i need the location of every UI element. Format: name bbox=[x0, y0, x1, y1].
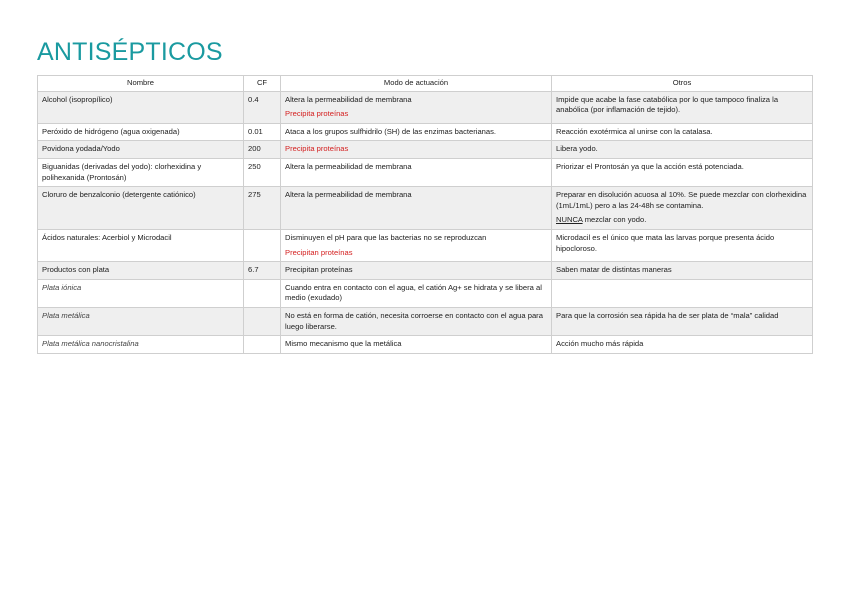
cell-modo: Mismo mecanismo que la metálica bbox=[281, 336, 552, 354]
modo-text: Disminuyen el pH para que las bacterias no se reproduzcan bbox=[285, 232, 487, 242]
table-row bbox=[38, 307, 813, 335]
otros-underlined-text: NUNCA bbox=[556, 215, 583, 225]
cell-otros: Microdacil es el único que mata las larvas porque presenta ácido hipocloroso. bbox=[552, 229, 813, 261]
cell-otros: Saben matar de distintas maneras bbox=[552, 262, 813, 280]
cell-modo bbox=[281, 141, 552, 159]
cell-cf bbox=[244, 307, 281, 335]
table-row bbox=[38, 91, 813, 123]
cell-modo: Cuando entra en contacto con el agua, el catión Ag+ se hidrata y se libera al medio (exudado) bbox=[281, 279, 552, 307]
cell-nombre: Cloruro de benzalconio (detergente catiónico) bbox=[38, 187, 244, 230]
antisepticos-table bbox=[37, 75, 813, 354]
table-row bbox=[38, 229, 813, 261]
cell-cf: 200 bbox=[244, 141, 281, 159]
cell-cf: 0.01 bbox=[244, 123, 281, 141]
cell-nombre: Alcohol (isopropílico) bbox=[38, 91, 244, 123]
cell-cf bbox=[244, 336, 281, 354]
header-otros: Otros bbox=[552, 76, 813, 92]
cell-cf bbox=[244, 279, 281, 307]
cell-otros: Acción mucho más rápida bbox=[552, 336, 813, 354]
table-row bbox=[38, 187, 813, 230]
page-title: ANTISÉPTICOS bbox=[37, 38, 223, 66]
cell-cf: 275 bbox=[244, 187, 281, 230]
cell-modo: Altera la permeabilidad de membrana bbox=[281, 158, 552, 186]
modo-red-text: Precipita proteínas bbox=[285, 144, 349, 154]
modo-red-text: Precipita proteínas bbox=[285, 109, 349, 119]
cell-cf bbox=[244, 229, 281, 261]
cell-otros: Priorizar el Prontosán ya que la acción está potenciada. bbox=[552, 158, 813, 186]
table-row bbox=[38, 123, 813, 141]
cell-otros: Impide que acabe la fase catabólica por lo que tampoco finaliza la anabólica (por inflamación de tejido). bbox=[552, 91, 813, 123]
cell-nombre: Productos con plata bbox=[38, 262, 244, 280]
cell-modo bbox=[281, 91, 552, 123]
cell-otros: Para que la corrosión sea rápida ha de ser plata de “mala” calidad bbox=[552, 307, 813, 335]
cell-nombre: Plata iónica bbox=[38, 279, 244, 307]
cell-modo: No está en forma de catión, necesita corroerse en contacto con el agua para luego liberarse. bbox=[281, 307, 552, 335]
cell-nombre: Biguanidas (derivadas del yodo): clorhexidina y polihexanida (Prontosán) bbox=[38, 158, 244, 186]
modo-text: Altera la permeabilidad de membrana bbox=[285, 94, 412, 104]
table-row bbox=[38, 336, 813, 354]
cell-modo: Ataca a los grupos sulfhidrilo (SH) de las enzimas bacterianas. bbox=[281, 123, 552, 141]
cell-nombre: Plata metálica nanocristalina bbox=[38, 336, 244, 354]
cell-nombre: Peróxido de hidrógeno (agua oxigenada) bbox=[38, 123, 244, 141]
table-row bbox=[38, 158, 813, 186]
cell-otros bbox=[552, 187, 813, 230]
cell-otros: Libera yodo. bbox=[552, 141, 813, 159]
modo-red-text: Precipitan proteínas bbox=[285, 247, 353, 257]
cell-modo bbox=[281, 229, 552, 261]
cell-cf: 250 bbox=[244, 158, 281, 186]
cell-nombre: Ácidos naturales: Acerbiol y Microdacil bbox=[38, 229, 244, 261]
cell-otros bbox=[552, 279, 813, 307]
otros-warning bbox=[556, 215, 808, 226]
cell-otros: Reacción exotérmica al unirse con la catalasa. bbox=[552, 123, 813, 141]
header-cf: CF bbox=[244, 76, 281, 92]
cell-cf: 6.7 bbox=[244, 262, 281, 280]
header-nombre: Nombre bbox=[38, 76, 244, 92]
otros-extra-text: mezclar con yodo. bbox=[582, 215, 647, 225]
otros-text: Preparar en disolución acuosa al 10%. Se puede mezclar con clorhexidina (1mL/1mL) pero a las 24-48h se contamina. bbox=[556, 190, 807, 210]
cell-cf: 0.4 bbox=[244, 91, 281, 123]
header-modo: Modo de actuación bbox=[281, 76, 552, 92]
table-row bbox=[38, 279, 813, 307]
cell-modo: Altera la permeabilidad de membrana bbox=[281, 187, 552, 230]
cell-nombre: Povidona yodada/Yodo bbox=[38, 141, 244, 159]
table-row bbox=[38, 262, 813, 280]
cell-modo: Precipitan proteínas bbox=[281, 262, 552, 280]
table-row bbox=[38, 141, 813, 159]
cell-nombre: Plata metálica bbox=[38, 307, 244, 335]
table-header-row bbox=[38, 76, 813, 92]
